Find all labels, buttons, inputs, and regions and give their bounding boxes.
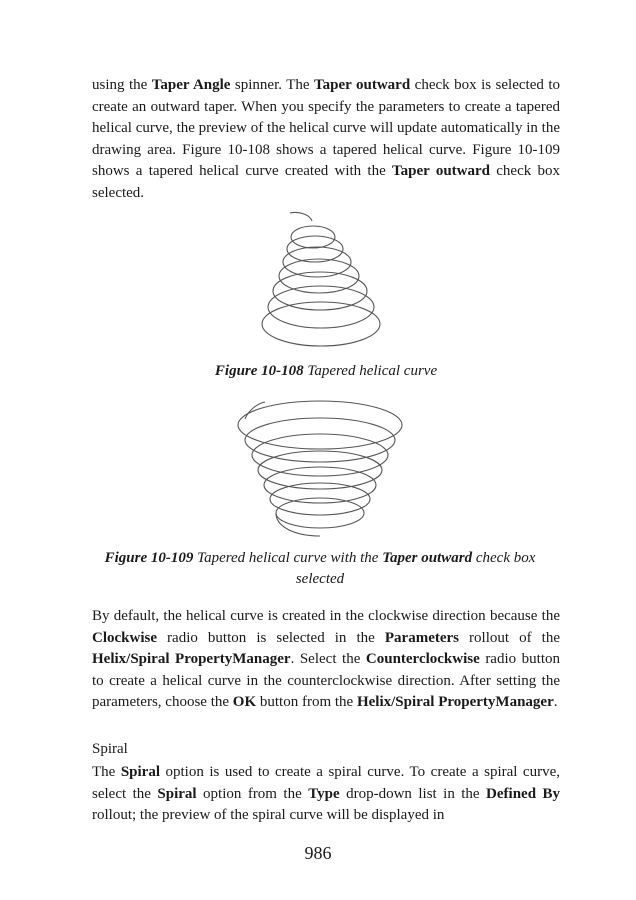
- text-run: rollout of the: [459, 629, 560, 646]
- bold-term-propertymanager: Helix/Spiral PropertyManager: [356, 694, 554, 710]
- section-heading-spiral: Spiral: [92, 741, 128, 757]
- text-run: spinner. The: [230, 77, 315, 93]
- text-run: drop-down list in the: [339, 785, 487, 802]
- text-run: check box is selected to create an outward taper. When you specify the parameters to create a tapered helical curve, the preview of the helical curve will update automatically in the drawing area. Figure 10-108 shows a tapered helical curve. Figure 10-109 shows a tapered helical curve created with the: [92, 77, 561, 179]
- figure-label: Figure 10-108: [214, 363, 304, 379]
- figure-108-tapered-helix: [240, 205, 400, 355]
- page-number: 986: [304, 843, 332, 863]
- text-run: .: [553, 694, 558, 710]
- bold-term-spiral: Spiral: [120, 764, 161, 780]
- paragraph-spiral: [92, 762, 560, 827]
- bold-term-taper-outward: Taper outward: [314, 77, 411, 93]
- figure-109-caption: [82, 548, 558, 590]
- bold-term-taper-outward: Taper outward: [392, 163, 490, 179]
- helix-lead-in: [290, 212, 312, 221]
- text-run: rollout; the preview of the spiral curve will be displayed in: [92, 807, 445, 823]
- text-run: The: [92, 764, 121, 780]
- text-run: button from the: [256, 694, 357, 710]
- helix-turn: [238, 401, 402, 449]
- bold-term-defined-by: Defined By: [486, 785, 560, 802]
- text-run: radio button is selected in the: [157, 629, 385, 646]
- paragraph-taper-description: [92, 75, 560, 204]
- bold-term-type: Type: [308, 785, 340, 802]
- bold-term-taper-outward: Taper outward: [382, 550, 473, 566]
- figure-label: Figure 10-109: [104, 550, 194, 566]
- helix-turn: [252, 434, 388, 476]
- helix-turn: [262, 302, 380, 346]
- helix-lead-out: [276, 513, 320, 536]
- text-run: option from the: [196, 785, 309, 802]
- text-run: option is used to create a spiral curve. To create a spiral curve, select the: [92, 764, 560, 802]
- bold-term-ok: OK: [232, 694, 257, 710]
- text-run: using the: [92, 77, 152, 93]
- figure-caption-text: check box selected: [295, 550, 536, 587]
- figure-caption-text: Tapered helical curve: [303, 363, 438, 379]
- text-run: check box selected.: [92, 163, 560, 201]
- bold-term-clockwise: Clockwise: [92, 629, 157, 646]
- text-run: . Select the: [290, 651, 366, 667]
- bold-term-propertymanager: Helix/Spiral PropertyManager: [92, 651, 291, 667]
- bold-term-taper-angle: Taper Angle: [151, 77, 231, 93]
- bold-term-counterclockwise: Counterclockwise: [365, 651, 480, 667]
- helix-turn: [245, 418, 395, 462]
- figure-caption-text: Tapered helical curve with the: [193, 550, 383, 566]
- bold-term-spiral: Spiral: [157, 785, 197, 802]
- figure-109-outward-tapered-helix: [225, 395, 415, 550]
- text-run: By default, the helical curve is created in the clockwise direction because the: [92, 608, 560, 624]
- text-run: radio button to create a helical curve in the counterclockwise direction. After setting the parameters, choose the: [92, 651, 560, 710]
- bold-term-parameters: Parameters: [384, 629, 459, 646]
- paragraph-direction: [92, 606, 560, 714]
- figure-108-caption: [92, 361, 560, 382]
